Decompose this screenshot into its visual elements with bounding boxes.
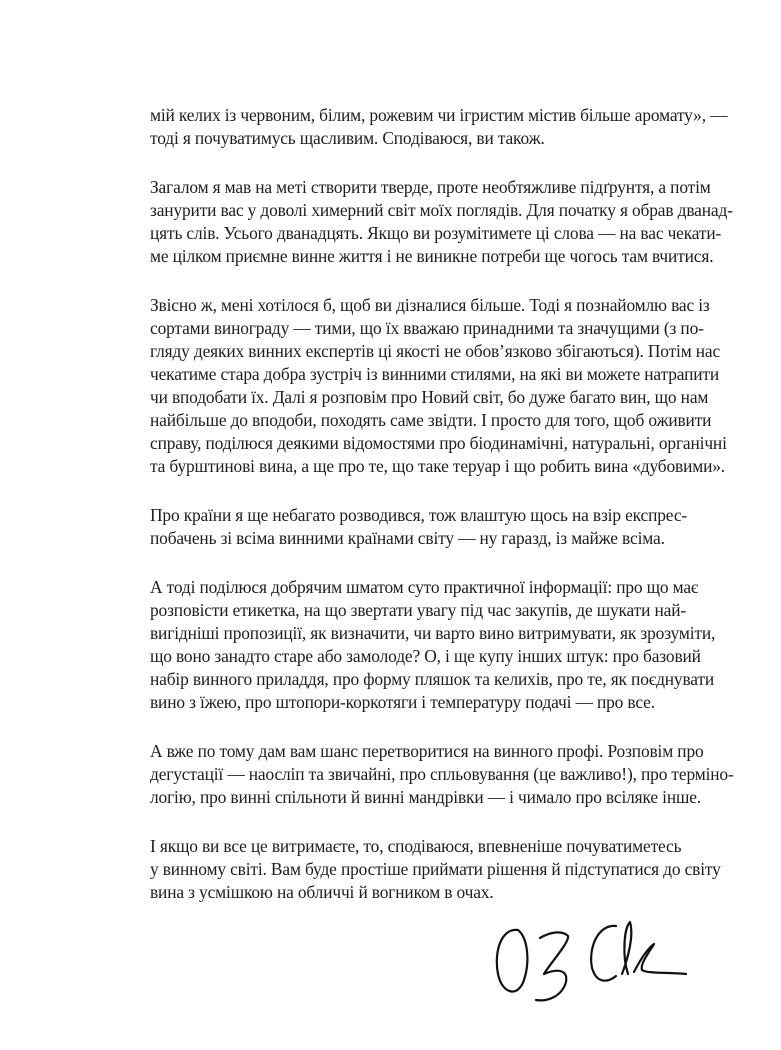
text-line: Про країни я ще небагато розводився, тож влаштую щось на взір експрес-	[150, 505, 688, 525]
paragraph	[150, 835, 721, 904]
text-line: вина з усмішкою на обличчі й вогником в очах.	[150, 882, 494, 902]
text-line: розповісти етикетка, на що звертати увагу під час закупів, де шукати най-	[150, 600, 686, 620]
text-line: вино з їжею, про штопори-коркотяги і температуру подачі — про все.	[150, 692, 655, 712]
paragraph	[150, 104, 728, 150]
text-line: сортами винограду — тими, що їх вважаю принадними та значущими (з по-	[150, 318, 704, 338]
text-line: І якщо ви все це витримаєте, то, сподіваюся, впевненіше почуватиметесь	[150, 836, 682, 856]
text-line: тоді я почуватимусь щасливим. Сподіваюся, ви також.	[150, 128, 545, 148]
text-line: у винному світі. Вам буде простіше приймати рішення й підступатися до світу	[150, 859, 721, 879]
text-line: цять слів. Усього дванадцять. Якщо ви розумітимете ці слова — на вас чекати-	[150, 223, 722, 243]
text-line: ме цілком приємне винне життя і не виникне потреби ще чогось там вчитися.	[150, 246, 714, 266]
text-line: Загалом я мав на меті створити тверде, проте необтяжливе підґрунтя, а потім	[150, 177, 711, 197]
text-line: та бурштинові вина, а ще про те, що таке теруар і що робить вина «дубовими».	[150, 456, 725, 476]
text-line: справу, поділюся деякими відомостями про біодинамічні, натуральні, органічні	[150, 433, 727, 453]
text-line: вигідніші пропозиції, як визначити, чи варто вино витримувати, як зрозуміти,	[150, 623, 716, 643]
text-line: побачень зі всіма винними країнами світу — ну гаразд, із майже всіма.	[150, 528, 665, 548]
text-line: чекатиме стара добра зустріч із винними стилями, на які ви можете натрапити	[150, 364, 720, 384]
text-line: А вже по тому дам вам шанс перетворитися на винного профі. Розповім про	[150, 741, 704, 761]
paragraph	[150, 176, 733, 268]
paragraph	[150, 294, 727, 478]
text-line: гляду деяких винних експертів ці якості не обов’язково збігаються). Потім нас	[150, 341, 721, 361]
text-line: Звісно ж, мені хотілося б, щоб ви дізналися більше. Тоді я познайомлю вас із	[150, 295, 710, 315]
paragraph	[150, 504, 688, 550]
text-line: найбільше до вподоби, походять саме звідти. І просто для того, щоб оживити	[150, 410, 712, 430]
text-line: набір винного приладдя, про форму пляшок та келихів, про те, як поєднувати	[150, 669, 715, 689]
paragraph	[150, 740, 734, 809]
text-line: дегустації — наосліп та звичайні, про спльовування (це важливо!), про терміно-	[150, 764, 734, 784]
handwritten-signature-icon	[488, 908, 688, 1008]
text-line: А тоді поділюся добрячим шматом суто практичної інформації: про що має	[150, 577, 699, 597]
paragraph	[150, 576, 716, 714]
text-line: занурити вас у доволі химерний світ моїх поглядів. Для початку я обрав дванад-	[150, 200, 733, 220]
text-line: логію, про винні спільноти й винні мандрівки — і чимало про всіляке інше.	[150, 787, 702, 807]
text-line: що воно занадто старе або замолоде? О, і ще купу інших штук: про базовий	[150, 646, 701, 666]
body-text	[150, 104, 734, 930]
text-line: мій келих із червоним, білим, рожевим чи ігристим містив більше аромату», —	[150, 105, 728, 125]
text-line: чи вподобати їх. Далі я розповім про Новий світ, бо дуже багато вин, що нам	[150, 387, 709, 407]
